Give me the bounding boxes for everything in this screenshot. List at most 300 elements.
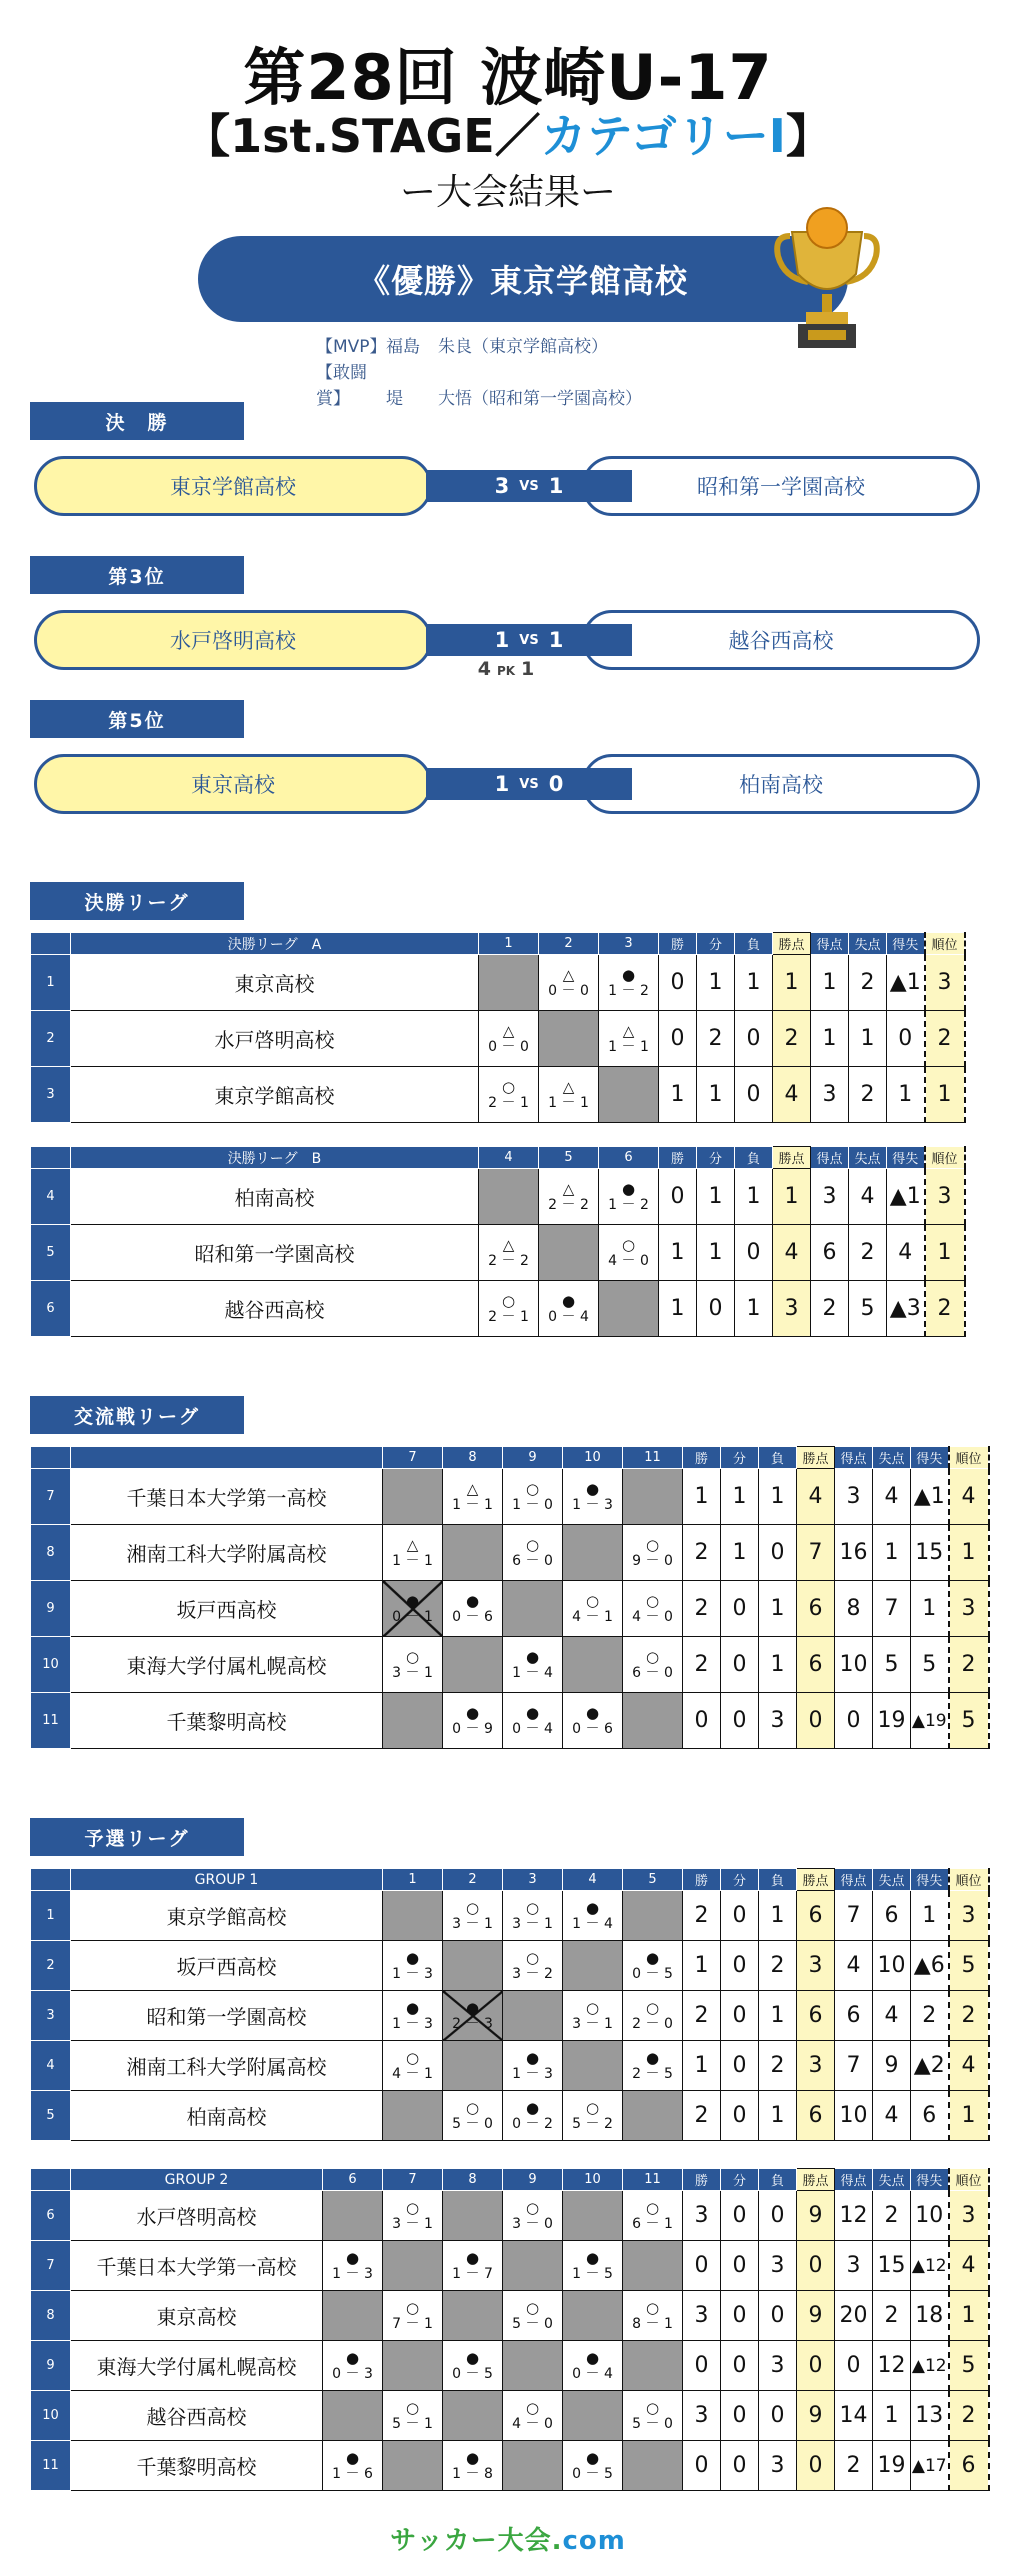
result-score: 4 － 1 <box>392 2065 433 2082</box>
stat-value: 6 <box>835 1991 873 2041</box>
stat-value: 12 <box>835 2191 873 2241</box>
result-mark: ● <box>525 1703 540 1722</box>
stat-value: 0 <box>721 2341 759 2391</box>
stat-value: 9 <box>797 2191 835 2241</box>
result-mark: ● <box>345 2348 360 2367</box>
stat-header: 順位 <box>925 1147 965 1169</box>
stat-value: 1 <box>721 1469 759 1525</box>
result-score: 5 － 2 <box>572 2115 613 2132</box>
stat-value: 0 <box>659 955 697 1011</box>
blank-cell <box>443 2041 503 2091</box>
stat-value: 1 <box>873 2391 911 2441</box>
stat-value: 1 <box>697 1067 735 1123</box>
stat-value: 1 <box>759 1581 797 1637</box>
match-result-cell <box>443 2091 503 2141</box>
result-score: 4 － 0 <box>512 2415 553 2432</box>
result-score: 6 － 0 <box>512 1552 553 1569</box>
row-number: 2 <box>31 1011 71 1067</box>
award-given: 朱良（東京学館高校） <box>438 337 608 357</box>
match-result-cell <box>563 1891 623 1941</box>
result-score: 1 － 1 <box>452 1496 493 1513</box>
match-result-cell <box>599 1169 659 1225</box>
match-result-cell <box>623 2191 683 2241</box>
result-score: 0 － 3 <box>332 2365 373 2382</box>
home-team: 水戸啓明高校 <box>34 610 432 670</box>
section-prelim-league: 予選リーグ <box>30 1818 244 1856</box>
stat-value: 4 <box>949 1469 989 1525</box>
result-mark: ○ <box>621 1235 636 1254</box>
stat-value: 9 <box>873 2041 911 2091</box>
stat-value: 0 <box>683 2341 721 2391</box>
results-label: ー大会結果ー <box>399 172 616 213</box>
match-result-cell <box>479 1281 539 1337</box>
stat-header: 負 <box>759 1869 797 1891</box>
stat-value: 1 <box>683 1941 721 1991</box>
match-result-cell <box>599 955 659 1011</box>
result-mark: ● <box>621 1179 636 1198</box>
result-mark: ○ <box>525 2198 540 2217</box>
match-result-cell <box>563 2241 623 2291</box>
blank-cell <box>323 2291 383 2341</box>
stat-value: 6 <box>949 2441 989 2491</box>
team-name: 坂戸西高校 <box>71 1581 383 1637</box>
stat-value: 2 <box>683 1891 721 1941</box>
blank-cell <box>623 2091 683 2141</box>
stat-header: 順位 <box>949 2169 989 2191</box>
stat-value: 0 <box>735 1067 773 1123</box>
stat-value: 2 <box>849 1067 887 1123</box>
stat-value: 6 <box>797 1581 835 1637</box>
result-score: 1 － 4 <box>572 1915 613 1932</box>
stat-value: 1 <box>925 1067 965 1123</box>
stat-value: 4 <box>949 2241 989 2291</box>
column-number: 11 <box>623 1447 683 1469</box>
table-row <box>31 1693 989 1749</box>
stat-header: 勝点 <box>797 1447 835 1469</box>
result-mark: ● <box>465 2348 480 2367</box>
team-name: 柏南高校 <box>71 2091 383 2141</box>
result-mark: ○ <box>585 1998 600 2017</box>
home-team: 東京高校 <box>34 754 432 814</box>
team-name: 東京高校 <box>71 955 479 1011</box>
stat-value: 18 <box>911 2291 949 2341</box>
match-result-cell <box>383 1525 443 1581</box>
table-row <box>31 1011 965 1067</box>
match-result-cell <box>563 2441 623 2491</box>
away-team: 越谷西高校 <box>582 610 980 670</box>
blank-cell <box>503 2241 563 2291</box>
team-name: 水戸啓明高校 <box>71 1011 479 1067</box>
stat-value: 3 <box>835 2241 873 2291</box>
stat-value: 3 <box>811 1169 849 1225</box>
group-name: 決勝リーグ A <box>71 933 479 955</box>
stat-value: 0 <box>721 2041 759 2091</box>
result-mark: ○ <box>525 2298 540 2317</box>
stat-header: 負 <box>735 1147 773 1169</box>
result-score: 3 － 2 <box>512 1965 553 1982</box>
result-mark: ○ <box>645 2398 660 2417</box>
match-result-cell <box>623 2041 683 2091</box>
result-score: 0 － 1 <box>392 1608 433 1625</box>
stat-value: 0 <box>721 1693 759 1749</box>
stat-value: 1 <box>735 1169 773 1225</box>
stat-value: 3 <box>683 2391 721 2441</box>
stat-value: 5 <box>949 1941 989 1991</box>
header-blank <box>31 1147 71 1169</box>
stat-value: 19 <box>873 2441 911 2491</box>
stat-value: 0 <box>797 1693 835 1749</box>
stat-header: 負 <box>759 2169 797 2191</box>
stat-value: 1 <box>659 1067 697 1123</box>
table-row <box>31 1637 989 1693</box>
stat-value: 1 <box>925 1225 965 1281</box>
stat-value: 7 <box>873 1581 911 1637</box>
stat-header: 失点 <box>849 1147 887 1169</box>
stat-value: 0 <box>683 2241 721 2291</box>
award-label: 【敢闘賞】 <box>316 363 367 409</box>
table-row <box>31 1581 989 1637</box>
stat-value: 3 <box>811 1067 849 1123</box>
stat-value: 1 <box>659 1281 697 1337</box>
result-mark: ○ <box>501 1077 516 1096</box>
stat-value: 4 <box>873 1469 911 1525</box>
blank-cell <box>503 2441 563 2491</box>
blank-cell <box>623 1693 683 1749</box>
away-score: 1 <box>548 474 564 498</box>
match-result-cell <box>443 2341 503 2391</box>
stat-value: 4 <box>849 1169 887 1225</box>
table-header-row <box>31 1447 989 1469</box>
stat-value: 2 <box>683 1525 721 1581</box>
stat-value: 5 <box>849 1281 887 1337</box>
result-mark: ○ <box>405 2198 420 2217</box>
stat-value: 0 <box>797 2241 835 2291</box>
champion-banner: 《優勝》東京学館高校 <box>198 236 848 322</box>
match-result-cell <box>503 1891 563 1941</box>
stat-value: 1 <box>721 1525 759 1581</box>
match-result-cell <box>383 1941 443 1991</box>
group-name: 決勝リーグ B <box>71 1147 479 1169</box>
result-score: 1 － 4 <box>512 1664 553 1681</box>
blank-cell <box>623 1469 683 1525</box>
award-mvp <box>316 334 642 360</box>
match-result-cell <box>623 2291 683 2341</box>
site-logo <box>0 2520 1016 2557</box>
stat-value: 1 <box>911 1581 949 1637</box>
result-score: 0 － 4 <box>548 1308 589 1325</box>
stat-header: 分 <box>721 1869 759 1891</box>
match-result-cell <box>599 1225 659 1281</box>
stat-header: 得点 <box>835 1869 873 1891</box>
stat-header: 失点 <box>873 2169 911 2191</box>
header-blank <box>31 933 71 955</box>
match-result-cell <box>623 1525 683 1581</box>
stat-value: 8 <box>835 1581 873 1637</box>
stat-value: 2 <box>949 2391 989 2441</box>
subtitle-right: 】 <box>785 109 832 163</box>
match-result-cell <box>443 1991 503 2041</box>
stat-header: 勝点 <box>797 1869 835 1891</box>
table-row <box>31 1891 989 1941</box>
result-score: 3 － 1 <box>512 1915 553 1932</box>
result-mark: ● <box>345 2448 360 2467</box>
match-fifth <box>34 754 980 814</box>
result-score: 0 － 5 <box>632 1965 673 1982</box>
stat-value: 3 <box>683 2191 721 2241</box>
award-fighting <box>316 360 642 412</box>
table-row <box>31 2341 989 2391</box>
result-score: 1 － 6 <box>332 2465 373 2482</box>
team-name: 千葉日本大学第一高校 <box>71 1469 383 1525</box>
result-mark: △ <box>562 1077 575 1096</box>
stat-value: 1 <box>773 1169 811 1225</box>
stat-value: 10 <box>911 2191 949 2241</box>
stat-header: 負 <box>759 1447 797 1469</box>
result-score: 4 － 0 <box>632 1608 673 1625</box>
score-box <box>426 470 632 502</box>
stat-header: 分 <box>721 1447 759 1469</box>
stage-subtitle <box>0 100 1016 166</box>
result-mark: ● <box>645 2048 660 2067</box>
stat-value: 13 <box>911 2391 949 2441</box>
result-mark: ○ <box>645 2198 660 2217</box>
table-row <box>31 2241 989 2291</box>
stat-value: 1 <box>887 1067 925 1123</box>
stat-value: 0 <box>721 1637 759 1693</box>
stat-value: 3 <box>949 1581 989 1637</box>
match-result-cell <box>503 2291 563 2341</box>
stat-value: 20 <box>835 2291 873 2341</box>
result-mark: ● <box>585 1898 600 1917</box>
match-result-cell <box>383 2041 443 2091</box>
match-result-cell <box>443 1469 503 1525</box>
table-row <box>31 2191 989 2241</box>
away-score: 0 <box>548 772 564 796</box>
exchange-league-table <box>30 1446 990 1749</box>
stat-header: 勝点 <box>773 933 811 955</box>
table-row <box>31 1225 965 1281</box>
result-mark: ○ <box>645 1535 660 1554</box>
header-blank <box>31 1447 71 1469</box>
stat-value: 2 <box>683 1637 721 1693</box>
stat-value: 16 <box>835 1525 873 1581</box>
stat-value: 3 <box>773 1281 811 1337</box>
stat-value: 0 <box>721 1991 759 2041</box>
team-name: 東海大学付属札幌高校 <box>71 2341 323 2391</box>
table-row <box>31 1169 965 1225</box>
team-name: 千葉黎明高校 <box>71 2441 323 2491</box>
result-mark: ● <box>585 2448 600 2467</box>
match-result-cell <box>383 1581 443 1637</box>
result-mark: ● <box>465 2448 480 2467</box>
result-mark: ○ <box>465 2098 480 2117</box>
result-mark: △ <box>622 1021 635 1040</box>
stat-value: 2 <box>683 1581 721 1637</box>
row-number: 5 <box>31 2091 71 2141</box>
blank-cell <box>383 2091 443 2141</box>
stat-value: 2 <box>911 1991 949 2041</box>
result-mark: ○ <box>645 1998 660 2017</box>
blank-cell <box>503 2341 563 2391</box>
stat-header: 得点 <box>835 2169 873 2191</box>
stat-value: 4 <box>773 1225 811 1281</box>
stat-value: 3 <box>759 1693 797 1749</box>
stat-value: 1 <box>949 2291 989 2341</box>
result-mark: △ <box>562 1179 575 1198</box>
stat-value: 3 <box>797 2041 835 2091</box>
award-family: 堤 <box>386 389 403 409</box>
match-result-cell <box>503 2391 563 2441</box>
result-score: 4 － 1 <box>572 1608 613 1625</box>
blank-cell <box>563 2041 623 2091</box>
column-number: 2 <box>443 1869 503 1891</box>
stat-value: 2 <box>683 2091 721 2141</box>
stat-value: 1 <box>683 2041 721 2091</box>
row-number: 8 <box>31 1525 71 1581</box>
result-score: 3 － 1 <box>452 1915 493 1932</box>
stat-value: 2 <box>773 1011 811 1067</box>
stat-value: 6 <box>911 2091 949 2141</box>
result-score: 0 － 4 <box>512 1720 553 1737</box>
stat-header: 失点 <box>849 933 887 955</box>
match-result-cell <box>503 1941 563 1991</box>
stat-value: 7 <box>797 1525 835 1581</box>
stat-value: 4 <box>797 1469 835 1525</box>
result-score: 5 － 0 <box>632 2415 673 2432</box>
team-name: 東海大学付属札幌高校 <box>71 1637 383 1693</box>
stat-value: 1 <box>659 1225 697 1281</box>
blank-cell <box>383 2241 443 2291</box>
result-mark: ● <box>465 1591 480 1610</box>
stat-value: 7 <box>835 2041 873 2091</box>
team-name: 柏南高校 <box>71 1169 479 1225</box>
stat-header: 失点 <box>873 1447 911 1469</box>
result-mark: ● <box>525 2098 540 2117</box>
row-number: 1 <box>31 1891 71 1941</box>
match-result-cell <box>539 1281 599 1337</box>
table-header-row <box>31 1147 965 1169</box>
match-result-cell <box>623 1581 683 1637</box>
result-mark: ● <box>645 1948 660 1967</box>
column-number: 6 <box>599 1147 659 1169</box>
stat-header: 得点 <box>835 1447 873 1469</box>
table-row <box>31 1525 989 1581</box>
result-mark: ● <box>465 2248 480 2267</box>
table-row <box>31 2391 989 2441</box>
result-score: 1 － 3 <box>332 2265 373 2282</box>
section-final-league: 決勝リーグ <box>30 882 244 920</box>
team-name: 東京学館高校 <box>71 1891 383 1941</box>
result-score: 1 － 3 <box>572 1496 613 1513</box>
stat-header: 分 <box>697 933 735 955</box>
stat-value: 19 <box>873 1693 911 1749</box>
stat-value: ▲12 <box>911 2341 949 2391</box>
stat-value: 0 <box>721 2091 759 2141</box>
header-blank <box>31 2169 71 2191</box>
column-number: 3 <box>503 1869 563 1891</box>
stat-value: 1 <box>697 955 735 1011</box>
stat-value: 0 <box>659 1169 697 1225</box>
stat-value: 4 <box>773 1067 811 1123</box>
stat-value: 0 <box>721 2291 759 2341</box>
stat-value: 0 <box>659 1011 697 1067</box>
result-score: 2 － 2 <box>488 1252 529 1269</box>
blank-cell <box>563 1941 623 1991</box>
row-number: 11 <box>31 1693 71 1749</box>
row-number: 1 <box>31 955 71 1011</box>
result-mark: ○ <box>405 2048 420 2067</box>
table-row <box>31 2041 989 2091</box>
stat-value: 2 <box>849 955 887 1011</box>
stat-header: 勝 <box>683 1447 721 1469</box>
result-score: 2 － 2 <box>548 1196 589 1213</box>
result-score: 0 － 9 <box>452 1720 493 1737</box>
stat-header: 分 <box>721 2169 759 2191</box>
home-team: 東京学館高校 <box>34 456 432 516</box>
match-result-cell <box>383 2391 443 2441</box>
stat-value: ▲19 <box>911 1693 949 1749</box>
blank-cell <box>539 1225 599 1281</box>
match-result-cell <box>503 2041 563 2091</box>
blank-cell <box>323 2191 383 2241</box>
match-result-cell <box>443 2441 503 2491</box>
match-result-cell <box>443 1693 503 1749</box>
row-number: 10 <box>31 1637 71 1693</box>
result-mark: ● <box>585 1703 600 1722</box>
match-result-cell <box>323 2441 383 2491</box>
group-name: GROUP 1 <box>71 1869 383 1891</box>
result-mark: ● <box>405 1998 420 2017</box>
stat-header: 得失 <box>887 933 925 955</box>
table-row <box>31 1281 965 1337</box>
team-name: 千葉日本大学第一高校 <box>71 2241 323 2291</box>
table-header-row <box>31 1869 989 1891</box>
stat-value: ▲1 <box>887 1169 925 1225</box>
stat-value: 0 <box>797 2341 835 2391</box>
match-result-cell <box>599 1011 659 1067</box>
match-result-cell <box>563 2091 623 2141</box>
result-mark: ○ <box>645 2298 660 2317</box>
row-number: 6 <box>31 2191 71 2241</box>
stat-value: 1 <box>759 1891 797 1941</box>
match-result-cell <box>323 2341 383 2391</box>
stat-value: 6 <box>873 1891 911 1941</box>
stat-header: 失点 <box>873 1869 911 1891</box>
match-result-cell <box>443 1891 503 1941</box>
stat-value: 5 <box>911 1637 949 1693</box>
table-row <box>31 2091 989 2141</box>
result-score: 6 － 1 <box>632 2215 673 2232</box>
result-mark: ○ <box>501 1291 516 1310</box>
team-name: 越谷西高校 <box>71 2391 323 2441</box>
stat-header: 順位 <box>949 1447 989 1469</box>
table-row <box>31 1067 965 1123</box>
result-mark: ● <box>465 1998 480 2017</box>
subtitle-left: 【1st.STAGE／ <box>184 109 541 163</box>
stat-value: 15 <box>873 2241 911 2291</box>
row-number: 7 <box>31 2241 71 2291</box>
stat-header: 得点 <box>811 933 849 955</box>
result-score: 1 － 1 <box>608 1038 649 1055</box>
stat-value: 1 <box>911 1891 949 1941</box>
result-score: 2 － 1 <box>488 1308 529 1325</box>
result-score: 3 － 1 <box>392 1664 433 1681</box>
blank-cell <box>443 1637 503 1693</box>
stat-value: 1 <box>811 1011 849 1067</box>
row-number: 10 <box>31 2391 71 2441</box>
match-final <box>34 456 980 516</box>
stat-header: 勝点 <box>773 1147 811 1169</box>
